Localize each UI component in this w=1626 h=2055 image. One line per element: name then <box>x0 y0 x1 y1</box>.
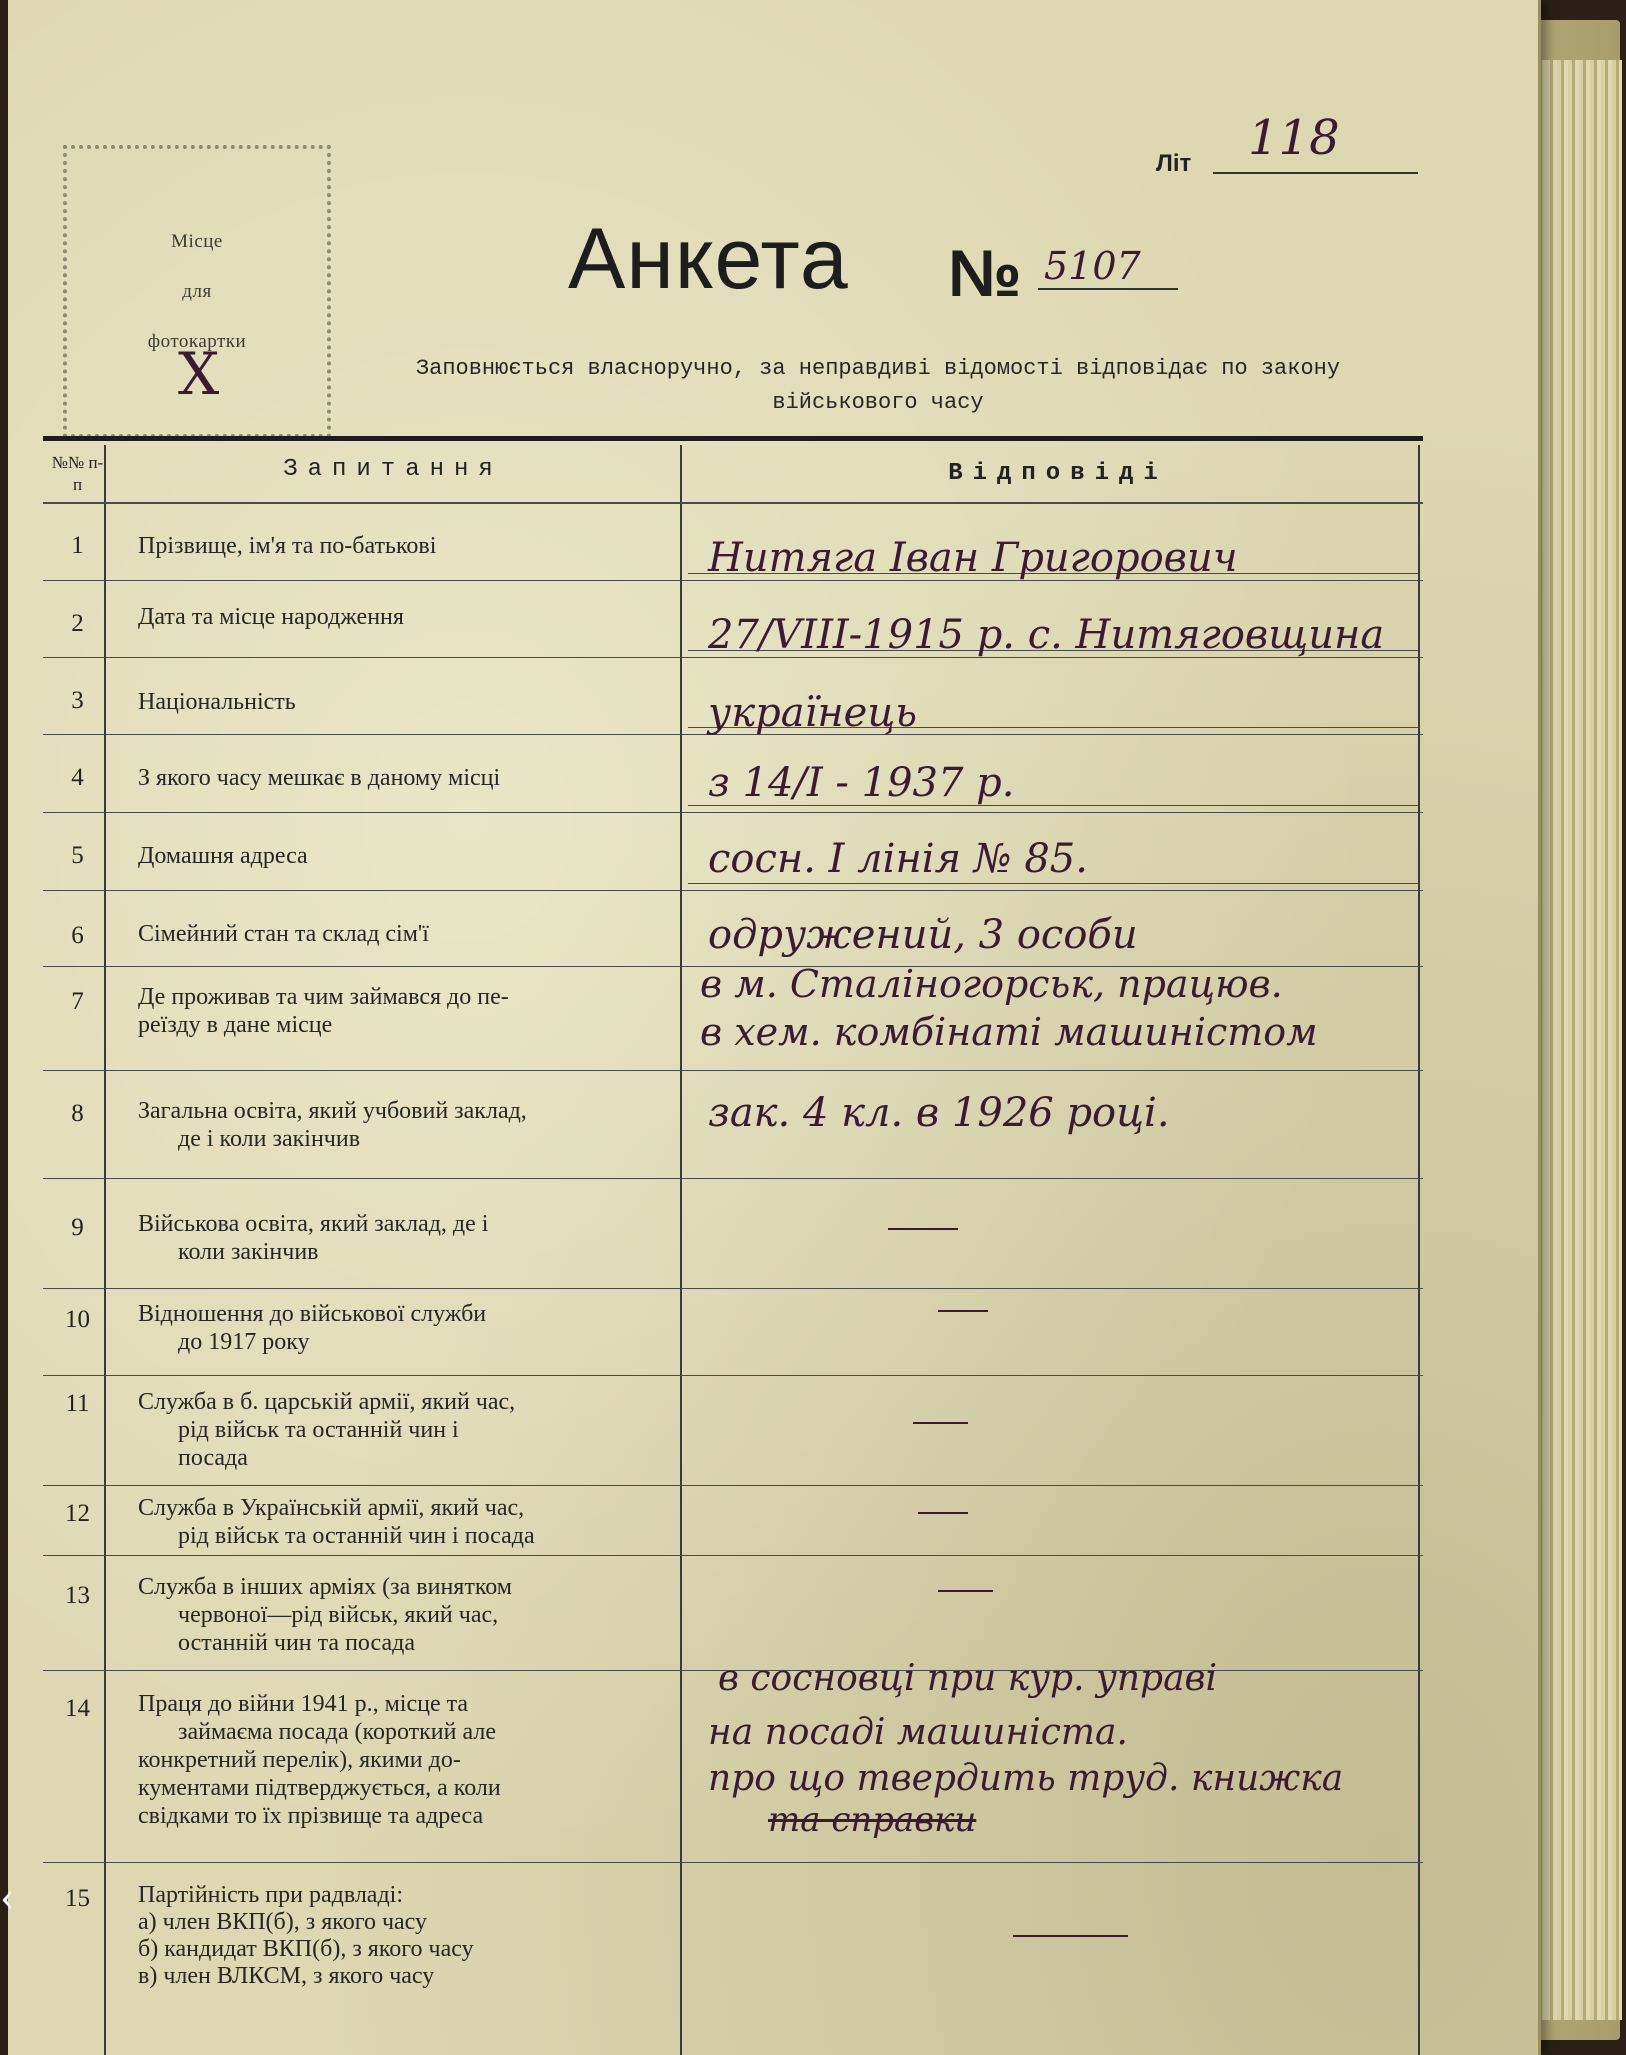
row-number: 4 <box>71 764 84 791</box>
answer-15-dash <box>1013 1935 1128 1937</box>
row-number: 9 <box>71 1214 84 1241</box>
question-14-line-1: Праця до війни 1941 р., місце та <box>138 1691 469 1717</box>
row-number: 3 <box>71 687 84 714</box>
row-number: 10 <box>65 1306 90 1333</box>
row-sep <box>43 1070 1423 1071</box>
note-line-2: військового часу <box>772 390 984 415</box>
question-14-line-4: кументами підтверджується, а коли <box>138 1775 501 1801</box>
answer-14-line-2: на посаді машиніста. <box>708 1712 1128 1753</box>
table-top-rule <box>43 436 1423 441</box>
row-sep <box>43 1288 1423 1289</box>
question-3: Національність <box>138 689 296 715</box>
answer-10-dash <box>938 1310 988 1312</box>
answer-12-dash <box>918 1512 968 1514</box>
question-10-line-1: Відношення до військової служби <box>138 1301 487 1327</box>
question-14-line-3: конкретний перелік), якими до- <box>138 1747 461 1773</box>
question-7 <box>138 983 673 1039</box>
question-10 <box>138 1300 673 1356</box>
row-sep <box>43 812 1423 813</box>
question-15-line-1: Партійність при радвладі: <box>138 1882 404 1908</box>
header-answers: Відповіді <box>948 460 1168 487</box>
question-11-line-2: рід військ та останній чин і <box>178 1417 459 1443</box>
question-12-line-2: рід військ та останній чин і посада <box>178 1523 535 1549</box>
photo-cross-mark: X <box>178 340 220 408</box>
question-12 <box>138 1494 673 1550</box>
answer-6: одружений, 3 особи <box>708 912 1138 958</box>
lit-value: 118 <box>1248 110 1340 166</box>
answer-3: українець <box>708 690 918 736</box>
row-sep <box>43 1485 1423 1486</box>
question-15-line-4: в) член ВЛКСМ, з якого часу <box>138 1963 435 1989</box>
row-number: 14 <box>65 1695 90 1722</box>
note-line-1: Заповнюється власноручно, за неправдиві відомості відповідає по закону <box>415 356 1341 381</box>
question-11-line-3: посада <box>178 1445 248 1471</box>
questionnaire-sheet <box>8 0 1541 2055</box>
photo-label-3: фотокартки <box>147 330 247 352</box>
row-number: 11 <box>65 1390 90 1417</box>
row-sep <box>43 1862 1423 1863</box>
question-8 <box>138 1097 673 1153</box>
question-13-line-2: червоної—рід військ, який час, <box>178 1602 499 1628</box>
lit-line <box>1213 172 1418 174</box>
question-9-line-1: Військова освіта, який заклад, де і <box>138 1211 489 1237</box>
answer-14-line-1: в сосновці при кур. управі <box>718 1658 1218 1699</box>
question-7-line-2: реїзду в дане місце <box>138 1012 333 1038</box>
header-number: №№ п-п <box>51 453 104 494</box>
question-8-line-2: де і коли закінчив <box>178 1126 361 1152</box>
question-14-line-5: свідками то їх прізвище та адреса <box>138 1803 484 1829</box>
question-2: Дата та місце народження <box>138 604 404 630</box>
answer-7-line-1: в м. Сталіногорськ, працюв. <box>700 962 1283 1006</box>
answer-13-dash <box>938 1590 993 1592</box>
question-14 <box>138 1690 673 1830</box>
row-sep <box>43 890 1423 891</box>
grid-col-2 <box>680 445 682 2055</box>
question-7-line-1: Де проживав та чим займався до пе- <box>138 984 509 1010</box>
answer-8: зак. 4 кл. в 1926 році. <box>708 1090 1170 1136</box>
question-10-line-2: до 1917 року <box>178 1329 310 1355</box>
answer-4: з 14/І - 1937 р. <box>708 760 1015 806</box>
page-corner-glare: ‹ <box>0 1871 15 1920</box>
question-9 <box>138 1210 673 1266</box>
row-number: 8 <box>71 1100 84 1127</box>
row-sep <box>43 1555 1423 1556</box>
answer-7-line-2: в хем. комбінаті машиністом <box>700 1010 1318 1054</box>
question-11 <box>138 1388 673 1472</box>
answer-9-dash <box>888 1228 958 1230</box>
header-questions: Запитання <box>283 456 503 483</box>
row-number: 12 <box>65 1500 90 1527</box>
question-12-line-1: Служба в Українській армії, який час, <box>138 1495 525 1521</box>
answer-2: 27/VIII-1915 р. с. Нитяговщина <box>708 612 1385 658</box>
row-number: 2 <box>71 610 84 637</box>
answer-14-line-4-struck: та справки <box>768 1800 977 1840</box>
row-number: 13 <box>65 1582 90 1609</box>
row-number: 15 <box>65 1885 90 1912</box>
answer-1: Нитяга Іван Григорович <box>708 535 1238 581</box>
question-13 <box>138 1573 673 1657</box>
question-15 <box>138 1882 673 1990</box>
question-8-line-1: Загальна освіта, який учбовий заклад, <box>138 1098 527 1124</box>
page-title: Анкета <box>568 211 849 307</box>
grid-col-3 <box>1418 445 1420 2055</box>
row-sep <box>43 1178 1423 1179</box>
question-6: Сімейний стан та склад сім'ї <box>138 921 429 947</box>
row-number: 6 <box>71 922 84 949</box>
answer-14-line-3: про що твердить труд. книжка <box>708 1758 1344 1799</box>
question-13-line-1: Служба в інших арміях (за винятком <box>138 1574 512 1600</box>
row-number: 5 <box>71 842 84 869</box>
photo-label-2: для <box>182 280 212 302</box>
questionnaire-number: 5107 <box>1044 244 1141 288</box>
question-9-line-2: коли закінчив <box>178 1239 319 1265</box>
question-15-line-2: а) член ВКП(б), з якого часу <box>138 1909 427 1935</box>
question-14-line-2: займаєма посада (короткий але <box>178 1719 496 1745</box>
question-11-line-1: Служба в б. царській армії, який час, <box>138 1389 516 1415</box>
question-5: Домашня адреса <box>138 843 308 869</box>
question-1: Прізвище, ім'я та по-батькові <box>138 533 437 559</box>
number-line <box>1038 288 1178 290</box>
row-number: 7 <box>71 988 84 1015</box>
row-sep <box>43 1375 1423 1376</box>
question-13-line-3: останній чин та посада <box>178 1630 415 1656</box>
number-sign: № <box>948 236 1022 310</box>
photo-label-1: Місце <box>171 230 223 252</box>
row-number: 1 <box>71 532 84 559</box>
instructions-note <box>348 352 1408 420</box>
answer-5: сосн. І лінія № 85. <box>708 836 1088 882</box>
answer-line <box>688 883 1418 884</box>
header-rule <box>43 502 1423 504</box>
lit-label: Літ <box>1156 150 1192 177</box>
question-4: З якого часу мешкає в даному місці <box>138 765 501 791</box>
answer-11-dash <box>913 1422 968 1424</box>
question-15-line-3: б) кандидат ВКП(б), з якого часу <box>138 1936 474 1962</box>
